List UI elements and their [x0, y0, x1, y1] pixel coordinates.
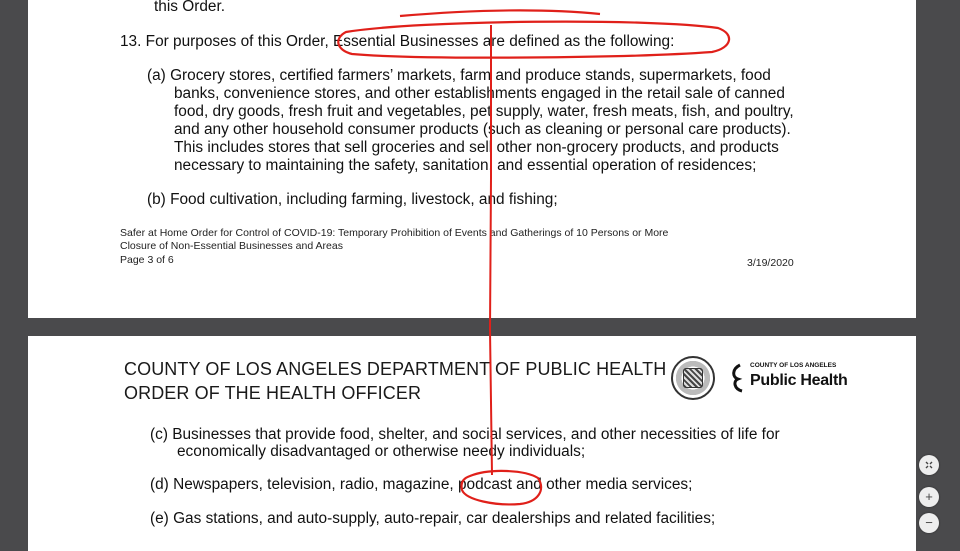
item-a-line: This includes stores that sell groceries and sell other non-grocery products, and products	[174, 139, 779, 156]
item-c-line: (c) Businesses that provide food, shelter, and social services, and other necessities of life for	[150, 426, 780, 443]
county-seal-icon	[671, 356, 715, 400]
item-e-text: (e) Gas stations, and auto-supply, auto-repair, car dealerships and related facilities;	[150, 510, 716, 527]
item-b-text: (b) Food cultivation, including farming, livestock, and fishing;	[147, 191, 558, 208]
zoom-out-button[interactable]: −	[919, 513, 939, 533]
zoom-in-button[interactable]: +	[919, 487, 939, 507]
item-d-text: (d) Newspapers, television, radio, magazine, podcast and other media services;	[150, 476, 693, 493]
item-c-line: economically disadvantaged or otherwise needy individuals;	[177, 443, 586, 460]
item-a-line: (a) Grocery stores, certified farmers’ markets, farm and produce stands, supermarkets, food	[147, 67, 771, 84]
footer-date: 3/19/2020	[747, 257, 794, 269]
document-page-4	[28, 336, 916, 551]
footer-page-number: Page 3 of 6	[120, 254, 174, 266]
logo-public-health-text: Public Health	[750, 372, 848, 389]
fit-to-page-icon	[919, 455, 939, 475]
document-page-3	[28, 0, 916, 318]
footer-title-line1: Safer at Home Order for Control of COVID-19: Temporary Prohibition of Events and Gatherings of 10 Persons or More	[120, 227, 669, 239]
item-a-line: and any other household consumer products (such as cleaning or personal care products).	[174, 121, 791, 138]
footer-title-line2: Closure of Non-Essential Businesses and Areas	[120, 240, 343, 252]
logo-county-text: COUNTY OF LOS ANGELES	[750, 362, 837, 369]
previous-line-text: this Order.	[154, 0, 225, 15]
item-a-line: necessary to maintaining the safety, sanitation, and essential operation of residences;	[174, 157, 757, 174]
order-header: ORDER OF THE HEALTH OFFICER	[124, 383, 422, 403]
public-health-logo	[728, 360, 858, 398]
department-header: COUNTY OF LOS ANGELES DEPARTMENT OF PUBLIC HEALTH	[124, 359, 667, 379]
item-a-line: food, dry goods, fresh fruit and vegetables, pet supply, water, fresh meats, fish, and poultry,	[174, 103, 794, 120]
fit-to-page-button[interactable]	[919, 455, 939, 475]
item-a-line: banks, convenience stores, and other establishments engaged in the retail sale of canned	[174, 85, 785, 102]
section-13-text: 13. For purposes of this Order, Essential Businesses are defined as the following:	[120, 33, 675, 50]
public-health-logo-icon	[730, 363, 746, 393]
